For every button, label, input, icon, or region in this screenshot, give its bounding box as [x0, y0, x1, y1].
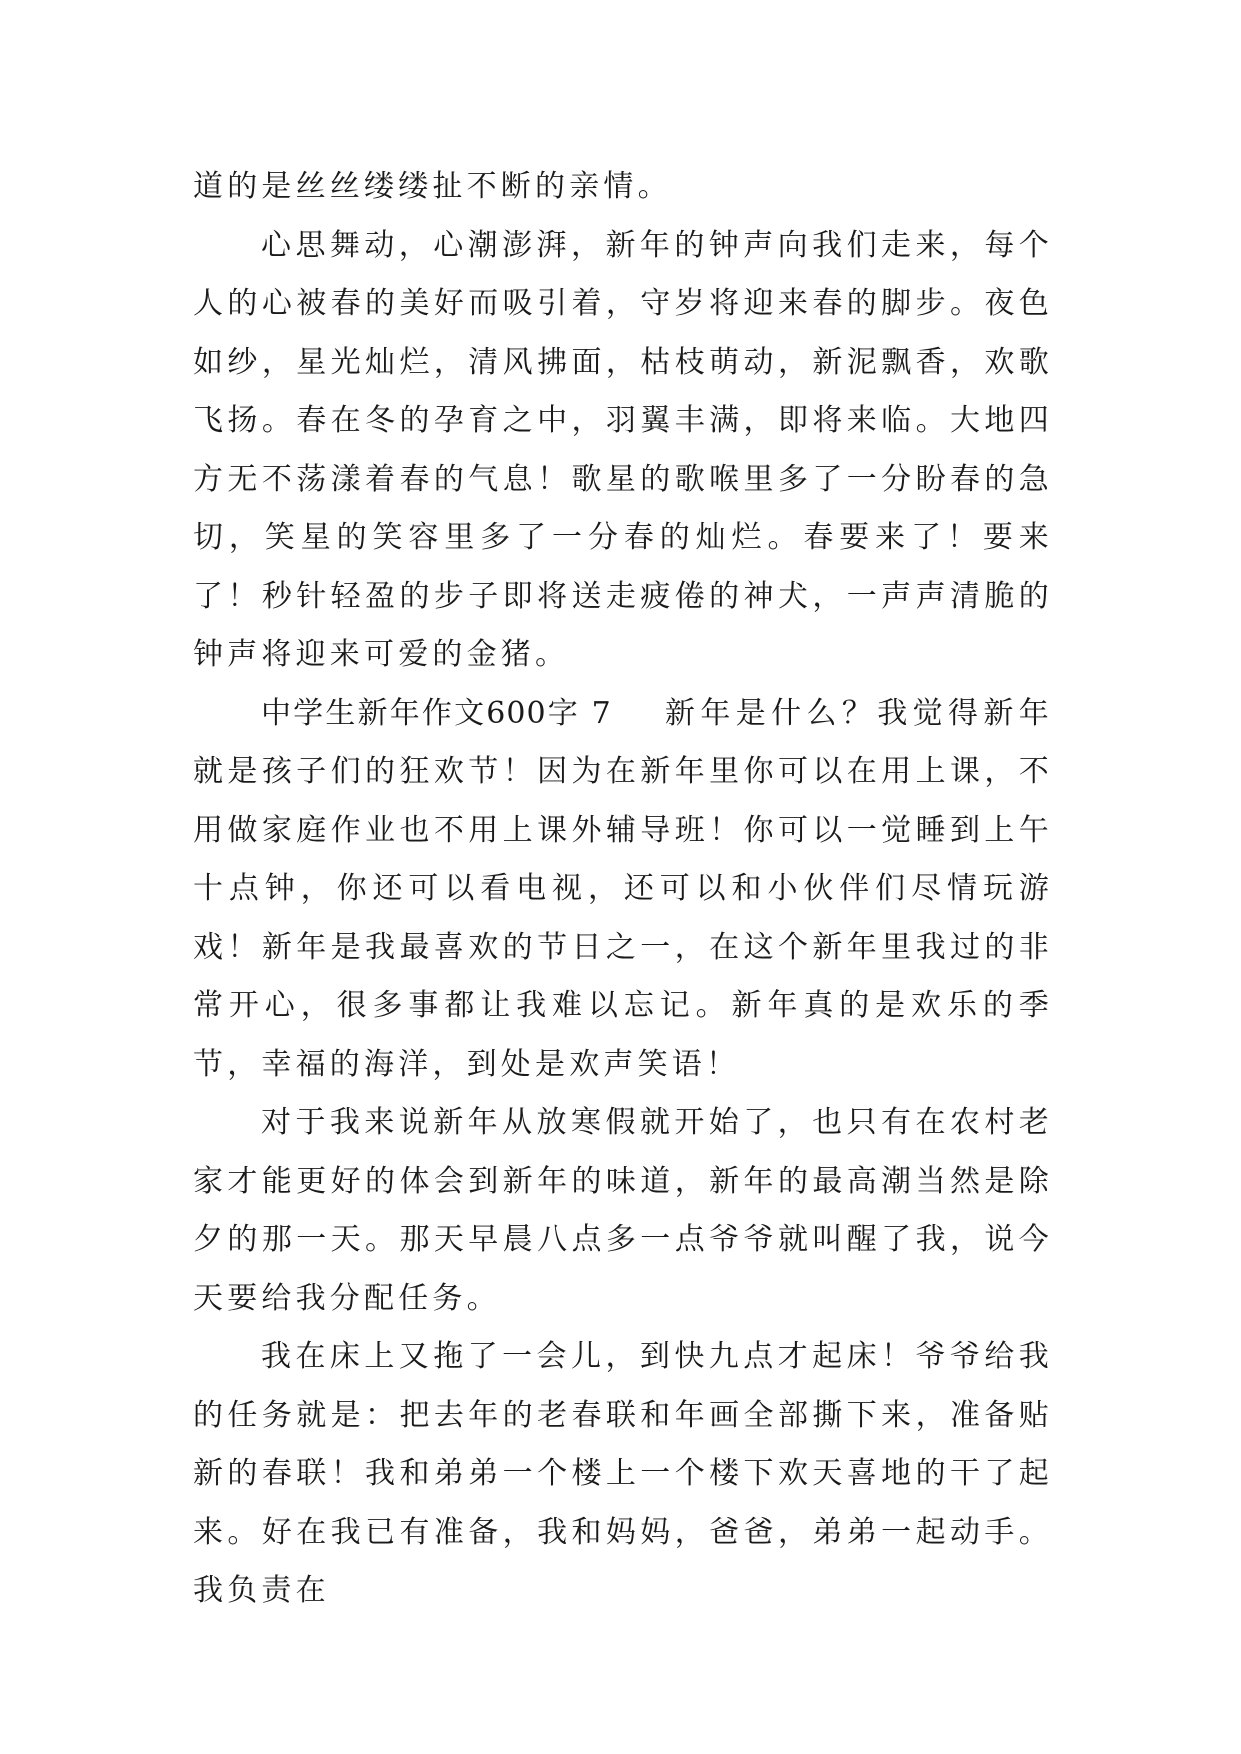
paragraph-5 — [193, 1328, 1053, 1621]
paragraph-text: 道的是丝丝缕缕扯不断的亲情。 — [193, 169, 672, 204]
paragraph-3 — [193, 685, 1053, 1095]
paragraph-text: 新年是什么？我觉得新年就是孩子们的狂欢节！因为在新年里你可以在用上课，不用做家庭作业也不用上课外辅导班！你可以一觉睡到上午十点钟，你还可以看电视，还可以和小伙伴们尽情玩游戏！新年是我最喜欢的节日之一，在这个新年里我过的非常开心，很多事都让我难以忘记。新年真的是欢乐的季节，幸福的海洋，到处是欢声笑语！ — [193, 695, 1053, 1082]
paragraph-4 — [193, 1094, 1053, 1328]
section-heading: 中学生新年作文600字 7 — [261, 695, 612, 731]
paragraph-text: 对于我来说新年从放寒假就开始了，也只有在农村老家才能更好的体会到新年的味道，新年的最高潮当然是除夕的那一天。那天早晨八点多一点爷爷就叫醒了我，说今天要给我分配任务。 — [193, 1105, 1053, 1316]
paragraph-text: 我在床上又拖了一会儿，到快九点才起床！爷爷给我的任务就是：把去年的老春联和年画全部撕下来，准备贴新的春联！我和弟弟一个楼上一个楼下欢天喜地的干了起来。好在我已有准备，我和妈妈，爸爸，弟弟一起动手。我负责在 — [193, 1339, 1053, 1608]
paragraph-1 — [193, 158, 1053, 217]
paragraph-text: 心思舞动，心潮澎湃，新年的钟声向我们走来，每个人的心被春的美好而吸引着，守岁将迎来春的脚步。夜色如纱，星光灿烂，清风拂面，枯枝萌动，新泥飘香，欢歌飞扬。春在冬的孕育之中，羽翼丰满，即将来临。大地四方无不荡漾着春的气息！歌星的歌喉里多了一分盼春的急切，笑星的笑容里多了一分春的灿烂。春要来了！要来了！秒针轻盈的步子即将送走疲倦的神犬，一声声清脆的钟声将迎来可爱的金猪。 — [193, 227, 1053, 672]
document-body — [193, 158, 1053, 1621]
paragraph-2 — [193, 217, 1053, 685]
